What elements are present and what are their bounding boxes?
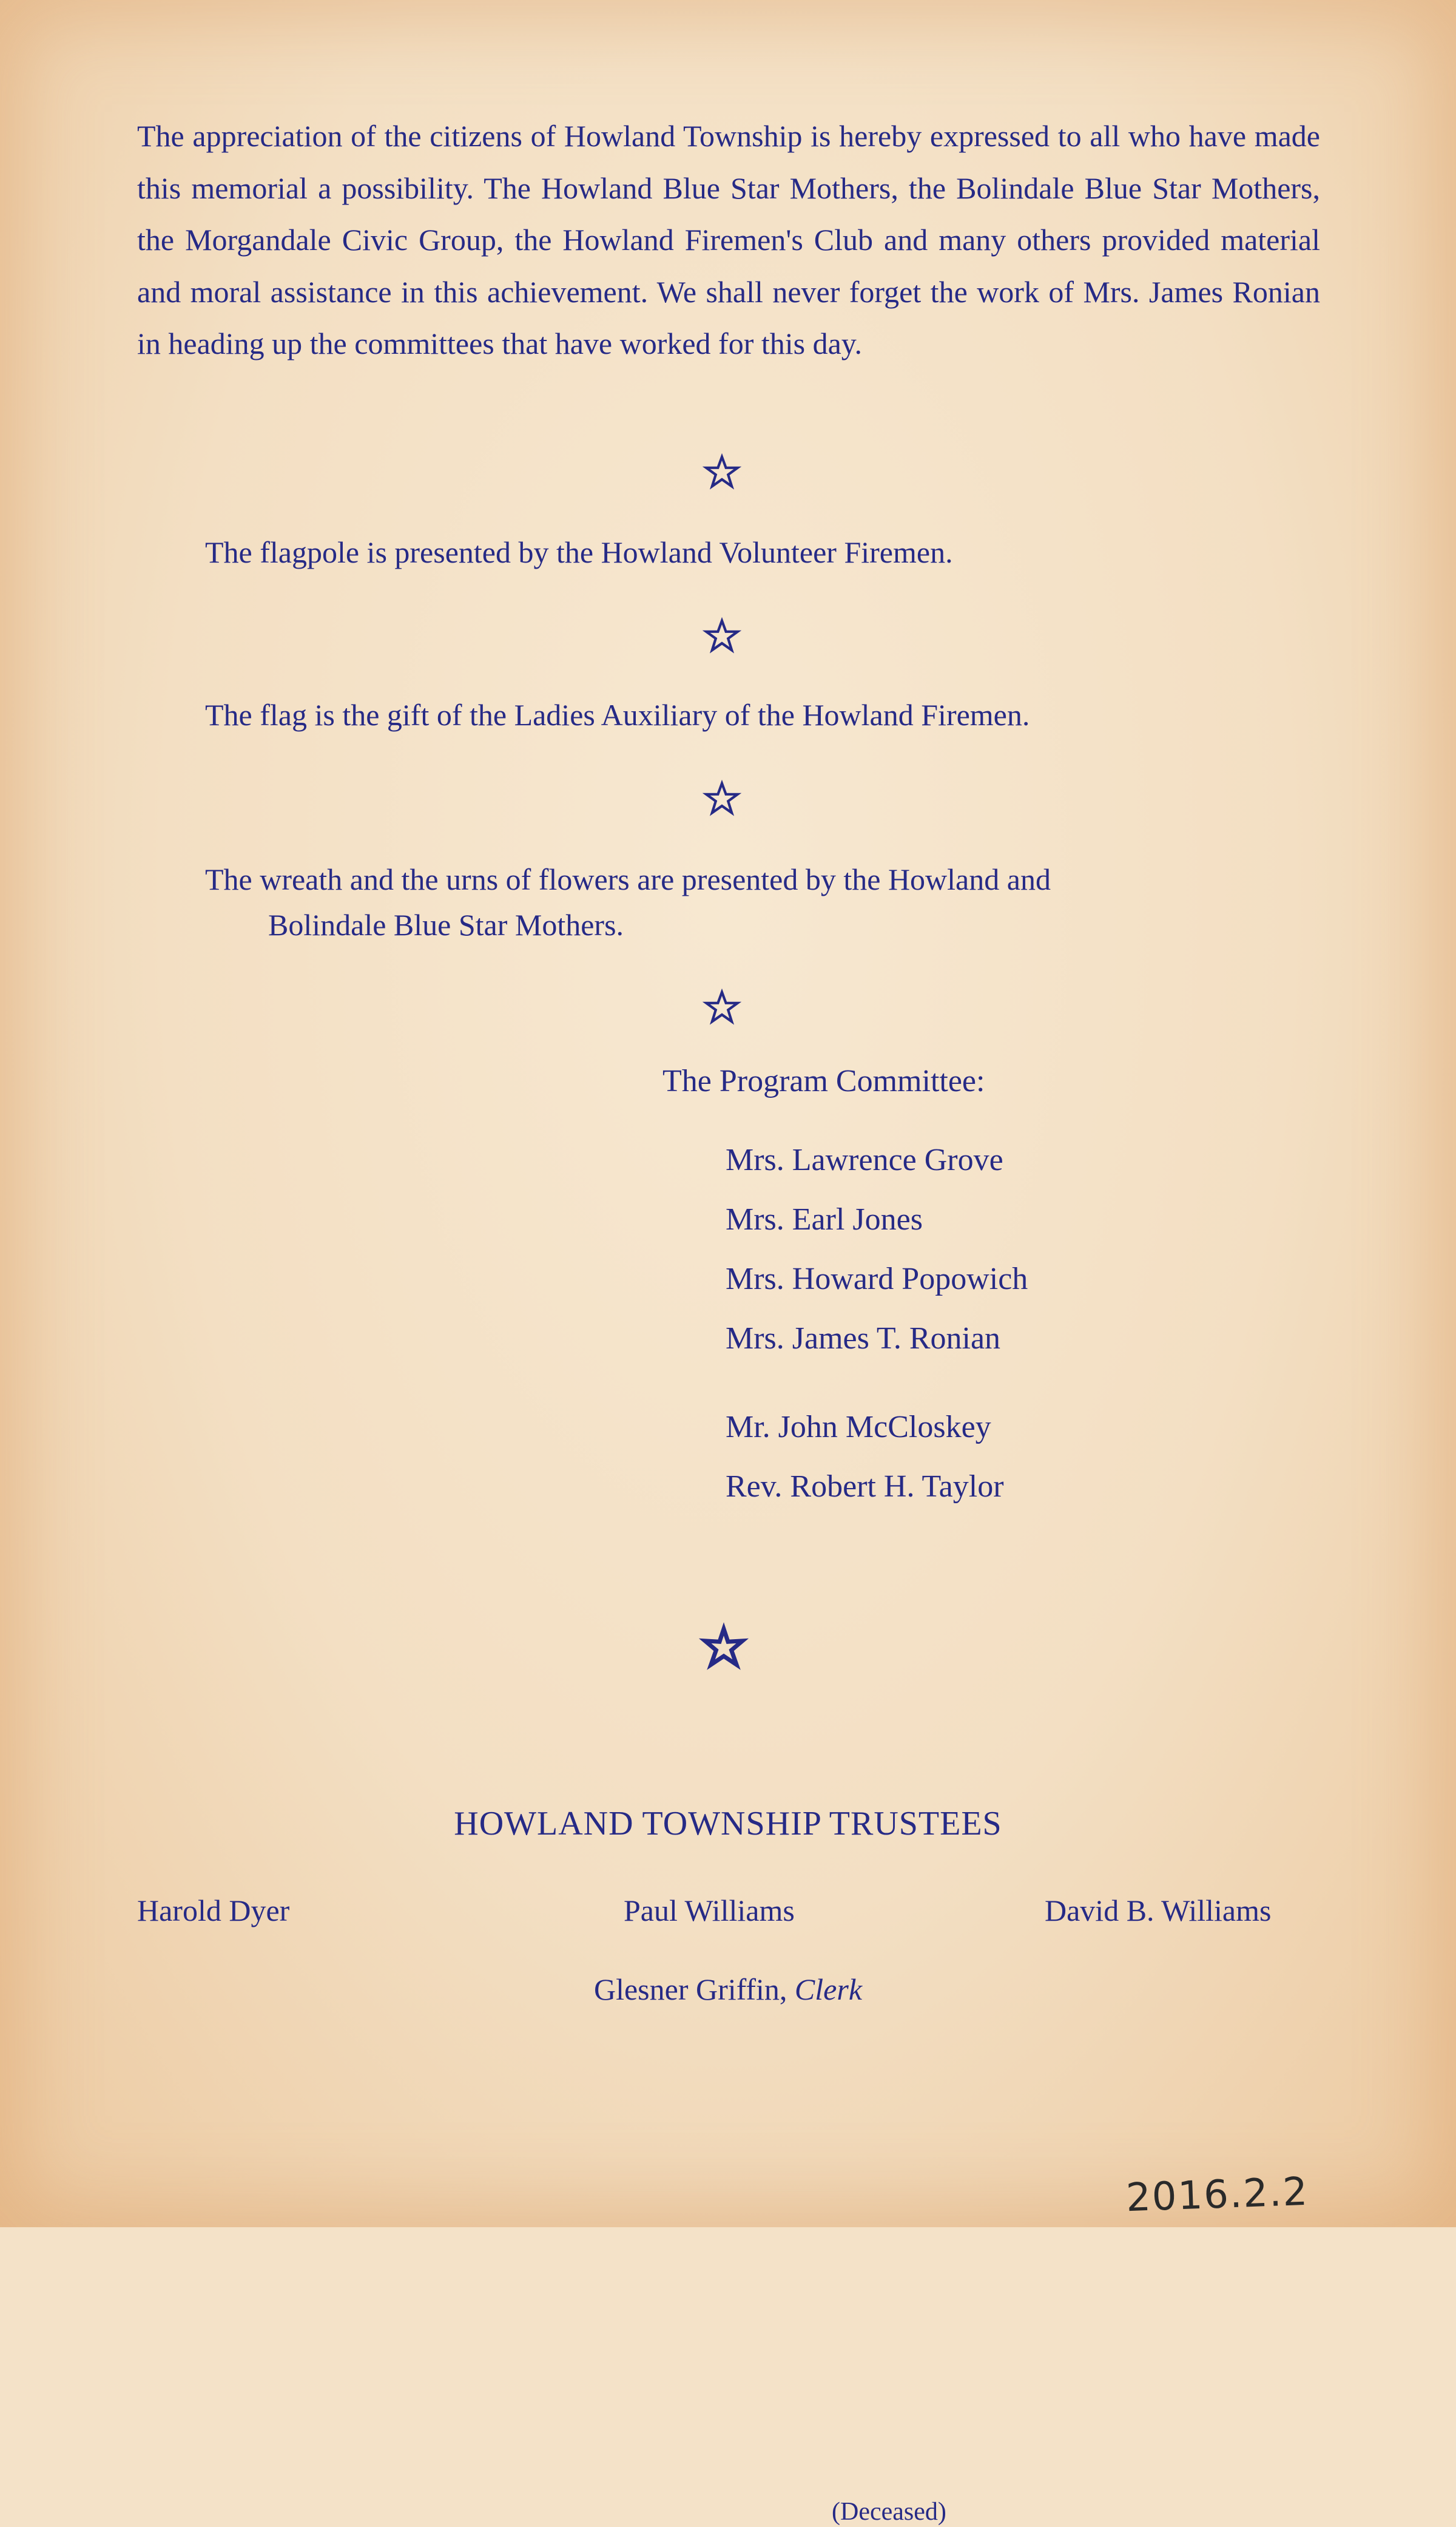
star-icon [703, 1626, 745, 1669]
wreath-credit [205, 857, 1236, 948]
committee-member: Rev. Robert H. Taylor [726, 1469, 1004, 1504]
trustees-heading: HOWLAND TOWNSHIP TRUSTEES [454, 1805, 1002, 1842]
star-icon [704, 989, 740, 1026]
star-icon [704, 454, 740, 490]
star-icon [704, 618, 740, 654]
committee-member: Mrs. James T. Ronian [726, 1321, 1001, 1356]
committee-member: Mrs. Howard Popowich [726, 1262, 1028, 1296]
flagpole-credit: The flagpole is presented by the Howland Volunteer Firemen. [205, 535, 953, 569]
clerk-role: Clerk [794, 1972, 863, 2006]
trustee-name: Paul Williams [624, 1893, 795, 1927]
accession-number: 2016.2.2 [1125, 2169, 1310, 2221]
deceased-note: (Deceased) [832, 2498, 946, 2526]
committee-member: Mr. John McCloskey [726, 1410, 991, 1444]
flag-credit: The flag is the gift of the Ladies Auxiliary of the Howland Firemen. [205, 698, 1030, 732]
star-icon [704, 780, 740, 817]
wreath-credit-line2: Bolindale Blue Star Mothers. [268, 908, 624, 942]
clerk-name: Glesner Griffin, [593, 1972, 787, 2006]
trustee-name: David B. Williams [1045, 1893, 1272, 1927]
clerk-line [0, 1971, 1456, 2008]
committee-member: Mrs. Earl Jones [726, 1202, 923, 1237]
wreath-credit-line1: The wreath and the urns of flowers are presented by the Howland and [205, 862, 1051, 896]
appreciation-paragraph: The appreciation of the citizens of Howland Township is hereby expressed to all who have made this memorial a possibility. The Howland Blue Star Mothers, the Bolindale Blue Star Mothers, the Morgandale Civic Group, the Howland Firemen's Club and many others provided material and moral assistance in this achievement. We shall never forget the work of Mrs. James Ronian in heading up the committees that have worked for this day. [137, 119, 1320, 360]
committee-member: Mrs. Lawrence Grove [726, 1143, 1003, 1177]
committee-title: The Program Committee: [662, 1064, 985, 1098]
trustee-name: Harold Dyer [137, 1893, 290, 1927]
